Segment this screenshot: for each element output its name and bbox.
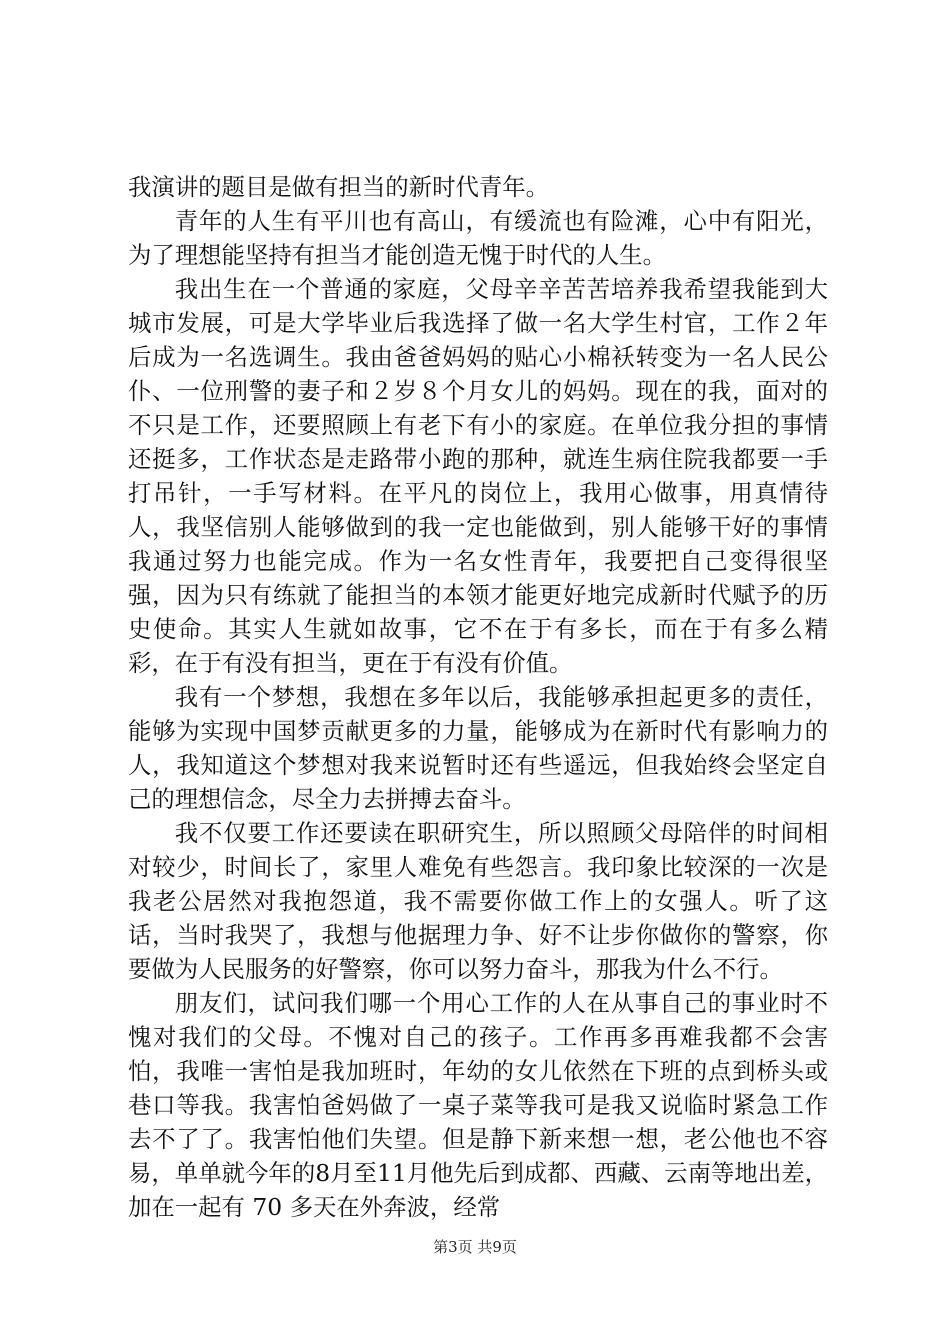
document-body (128, 170, 828, 1224)
paragraph-5: 我不仅要工作还要读在职研究生，所以照顾父母陪伴的时间相对较少，时间长了，家里人难免有些怨言。我印象比较深的一次是我老公居然对我抱怨道，我不需要你做工作上的女强人。听了这话，当时我哭了，我想与他据理力争、好不让步你做你的警察，你要做为人民服务的好警察，你可以努力奋斗，那我为什么不行。 (128, 819, 828, 983)
paragraph-4: 我有一个梦想，我想在多年以后，我能够承担起更多的责任，能够为实现中国梦贡献更多的力量，能够成为在新时代有影响力的人，我知道这个梦想对我来说暂时还有些遥远，但我始终会坚定自己的理想信念，尽全力去拼搏去奋斗。 (128, 683, 828, 813)
paragraph-3: 我出生在一个普通的家庭，父母辛辛苦苦培养我希望我能到大城市发展，可是大学毕业后我选择了做一名大学生村官，工作２年后成为一名选调生。我由爸爸妈妈的贴心小棉袄转变为一名人民公仆、一位刑警的妻子和２岁８个月女儿的妈妈。现在的我，面对的不只是工作，还要照顾上有老下有小的家庭。在单位我分担的事情还挺多，工作状态是走路带小跑的那种，就连生病住院我都要一手打吊针，一手写材料。在平凡的岗位上，我用心做事，用真情待人，我坚信别人能够做到的我一定也能做到，别人能够干好的事情我通过努力也能完成。作为一名女性青年，我要把自己变得很坚强，因为只有练就了能担当的本领才能更好地完成新时代赋予的历史使命。其实人生就如故事，它不在于有多长，而在于有多么精彩，在于有没有担当，更在于有没有价值。 (128, 275, 828, 677)
paragraph-1: 我演讲的题目是做有担当的新时代青年。 (128, 173, 550, 201)
paragraph-2: 青年的人生有平川也有高山，有缓流也有险滩，心中有阳光，为了理想能坚持有担当才能创造无愧于时代的人生。 (128, 207, 828, 269)
paragraph-6: 朋友们，试问我们哪一个用心工作的人在从事自己的事业时不愧对我们的父母。不愧对自己的孩子。工作再多再难我都不会害怕，我唯一害怕是我加班时，年幼的女儿依然在下班的点到桥头或巷口等我。我害怕爸妈做了一桌子菜等我可是我又说临时紧急工作去不了了。我害怕他们失望。但是静下新来想一想，老公他也不容易，单单就今年的8月至11月他先后到成都、西藏、云南等地出差，加在一起有 70 多天在外奔波，经常 (128, 989, 828, 1221)
page-footer: 第3页 共9页 (433, 1238, 517, 1256)
